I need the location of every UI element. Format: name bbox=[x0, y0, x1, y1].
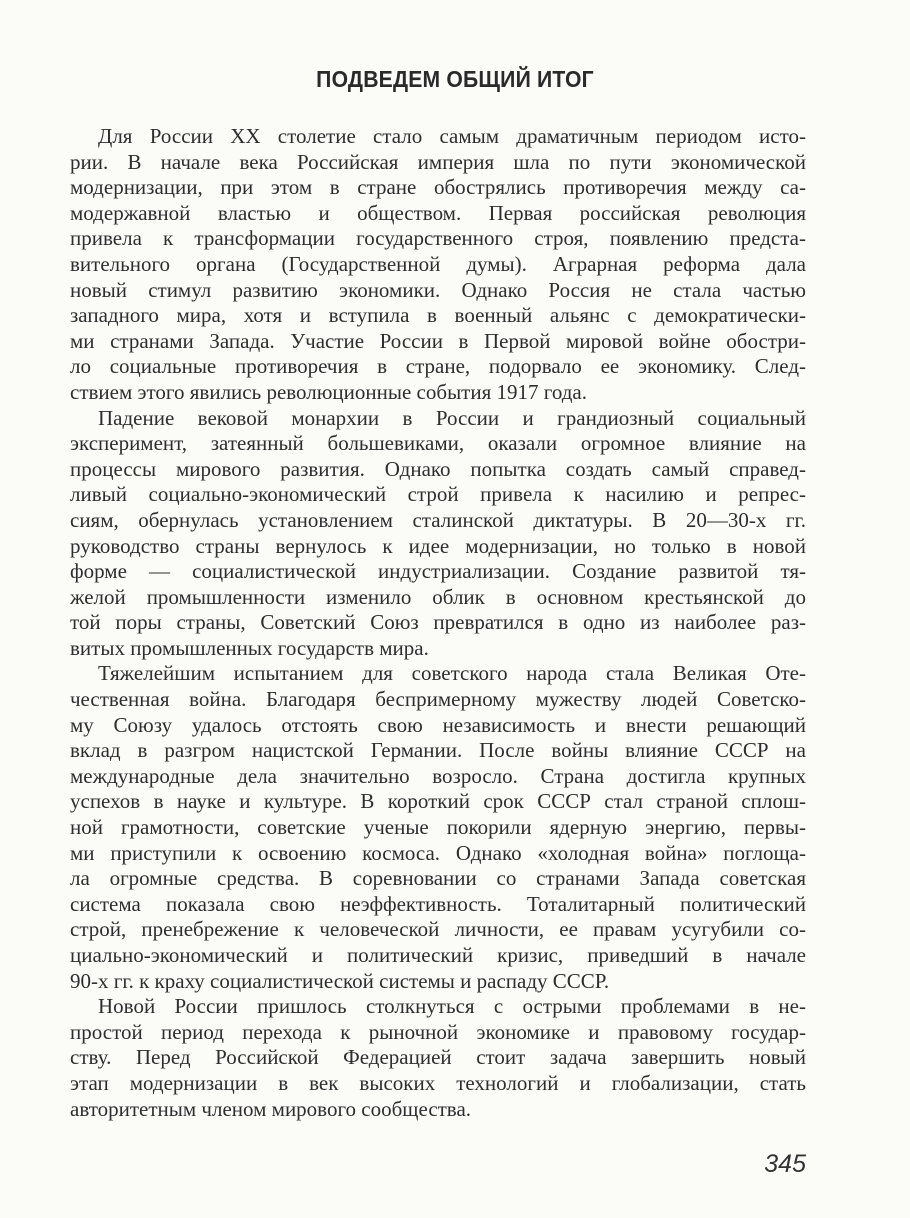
text-line: чественная война. Благодаря беспримерному мужеству людей Советско- bbox=[70, 687, 806, 712]
text-line: ло социальные противоречия в стране, подорвало ее экономику. След- bbox=[70, 354, 806, 379]
text-line: сиям, обернулась установлением сталинской диктатуры. В 20—30-х гг. bbox=[70, 507, 806, 532]
text-line: авторитетным членом мирового сообщества. bbox=[70, 1096, 472, 1121]
text-line: ми приступили к освоению космоса. Однако «холодная война» поглоща- bbox=[70, 840, 806, 865]
paragraph bbox=[70, 124, 806, 406]
page-title: ПОДВЕДЕМ ОБЩИЙ ИТОГ bbox=[316, 66, 594, 92]
text-line: руководство страны вернулось к идее модернизации, но только в новой bbox=[70, 533, 806, 558]
text-line: 90-х гг. к краху социалистической системы и распаду СССР. bbox=[70, 968, 610, 993]
text-line: строй, пренебрежение к человеческой личности, ее правам усугубили со- bbox=[70, 917, 806, 942]
text-line: ла огромные средства. В соревновании со странами Запада советская bbox=[70, 866, 806, 891]
text-line: Для России XX столетие стало самым драматичным периодом исто- bbox=[98, 124, 806, 148]
text-line: эксперимент, затеянный большевиками, оказали огромное влияние на bbox=[70, 431, 806, 456]
text-line: западного мира, хотя и вступила в военный альянс с демократически- bbox=[70, 303, 806, 328]
text-line: привела к трансформации государственного строя, появлению предста- bbox=[70, 226, 806, 251]
text-line: той поры страны, Советский Союз превратился в одно из наиболее раз- bbox=[70, 610, 806, 635]
text-line: рии. В начале века Российская империя шла по пути экономической bbox=[70, 149, 806, 174]
text-line: этап модернизации в век высоких технологий и глобализации, стать bbox=[70, 1070, 806, 1095]
text-line: желой промышленности изменило облик в основном крестьянской до bbox=[70, 584, 806, 609]
text-line: успехов в науке и культуре. В короткий срок СССР стал страной сплош- bbox=[70, 789, 806, 814]
text-line: форме — социалистической индустриализации. Создание развитой тя- bbox=[70, 559, 806, 584]
text-line: Тяжелейшим испытанием для советского народа стала Великая Оте- bbox=[98, 661, 806, 686]
text-line: Падение вековой монархии в России и грандиозный социальный bbox=[98, 405, 806, 430]
text-line: циально-экономический и политический кризис, приведший в начале bbox=[70, 943, 806, 967]
paragraph bbox=[70, 406, 806, 662]
body-text bbox=[70, 124, 806, 1122]
text-line: система показала свою неэффективность. Тоталитарный политический bbox=[70, 891, 806, 916]
text-line: му Союзу удалось отстоять свою независимость и внести решающий bbox=[70, 712, 806, 737]
text-line: ству. Перед Российской Федерацией стоит задача завершить новый bbox=[70, 1045, 806, 1070]
text-line: простой период перехода к рыночной экономике и правовому государ- bbox=[70, 1019, 806, 1044]
page-number: 345 bbox=[764, 1150, 806, 1178]
text-line: модернизации, при этом в стране обострялись противоречия между са- bbox=[70, 175, 806, 200]
text-line: международные дела значительно возросло. Страна достигла крупных bbox=[70, 763, 806, 788]
text-line: модержавной властью и обществом. Первая российская революция bbox=[70, 200, 806, 225]
text-line: вклад в разгром нацистской Германии. После войны влияние СССР на bbox=[70, 738, 806, 763]
text-line: процессы мирового развития. Однако попытка создать самый справед- bbox=[70, 456, 806, 481]
text-line: вительного органа (Государственной думы). Аграрная реформа дала bbox=[70, 251, 806, 276]
text-line: новый стимул развитию экономики. Однако Россия не стала частью bbox=[70, 277, 806, 302]
text-line: ливый социально-экономический строй привела к насилию и репрес- bbox=[70, 482, 806, 507]
paragraph bbox=[70, 994, 806, 1122]
text-line: Новой России пришлось столкнуться с острыми проблемами в не- bbox=[98, 994, 806, 1019]
text-line: ми странами Запада. Участие России в Первой мировой войне обостри- bbox=[70, 328, 806, 353]
paragraph bbox=[70, 661, 806, 994]
text-line: витых промышленных государств мира. bbox=[70, 635, 429, 660]
text-line: ной грамотности, советские ученые покорили ядерную энергию, первы- bbox=[70, 815, 806, 840]
text-line: ствием этого явились революционные события 1917 года. bbox=[70, 379, 587, 404]
